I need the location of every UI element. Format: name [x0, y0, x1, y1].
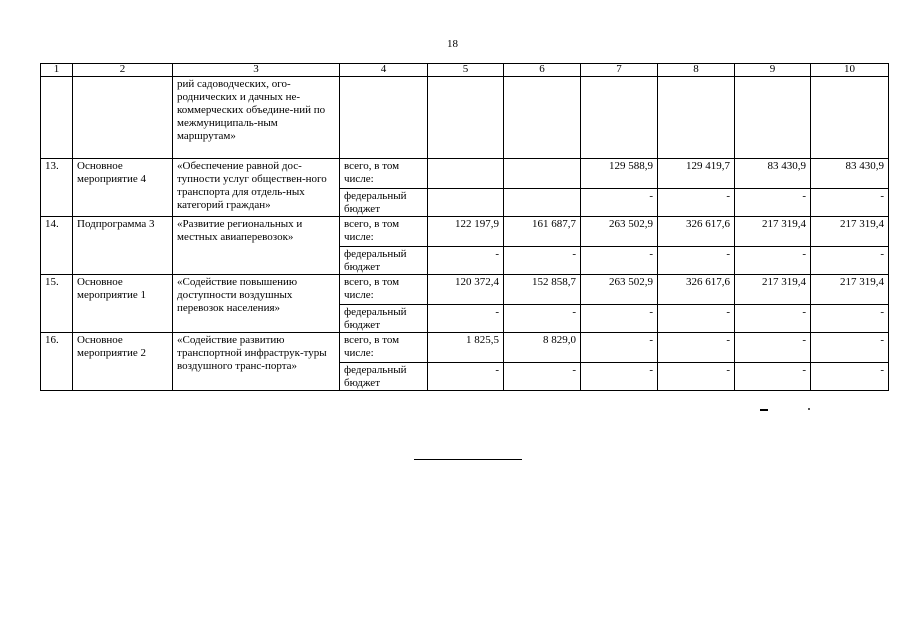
item-name-cell: Основное мероприятие 2	[73, 333, 173, 391]
amount-cell: -	[735, 333, 811, 363]
row-number-cell: 16.	[41, 333, 73, 391]
item-name-cell: Основное мероприятие 4	[73, 159, 173, 217]
item-name-cell: Основное мероприятие 1	[73, 275, 173, 333]
funding-source-cell: всего, в том числе:	[340, 159, 428, 189]
table-row	[41, 217, 889, 247]
amount-cell: -	[658, 189, 735, 217]
amount-cell	[504, 189, 581, 217]
amount-cell: -	[658, 333, 735, 363]
amount-cell: -	[811, 333, 889, 363]
amount-cell: -	[428, 305, 504, 333]
continuation-row	[41, 77, 889, 159]
amount-cell: 129 419,7	[658, 159, 735, 189]
column-number-header: 10	[811, 64, 889, 77]
amount-cell: -	[581, 189, 658, 217]
column-number-header: 8	[658, 64, 735, 77]
funding-source-cell: федеральный бюджет	[340, 305, 428, 333]
amount-cell: 129 588,9	[581, 159, 658, 189]
column-number-header: 3	[173, 64, 340, 77]
amount-cell: 83 430,9	[811, 159, 889, 189]
funding-source-cell: всего, в том числе:	[340, 275, 428, 305]
amount-cell: 217 319,4	[735, 275, 811, 305]
table-cell	[73, 77, 173, 159]
item-name-cell: Подпрограмма 3	[73, 217, 173, 275]
amount-cell: -	[735, 247, 811, 275]
amount-cell: -	[581, 333, 658, 363]
funding-source-cell: федеральный бюджет	[340, 189, 428, 217]
column-number-header: 2	[73, 64, 173, 77]
description-cell: «Содействие развитию транспортной инфраструк-туры воздушного транс-порта»	[173, 333, 340, 391]
amount-cell: 152 858,7	[504, 275, 581, 305]
table-row	[41, 333, 889, 363]
column-number-header: 9	[735, 64, 811, 77]
column-number-header: 7	[581, 64, 658, 77]
scan-speck	[808, 408, 810, 410]
description-cell: «Содействие повышению доступности воздушных перевозок населения»	[173, 275, 340, 333]
table-cell	[504, 77, 581, 159]
amount-cell: -	[811, 363, 889, 391]
scan-speck	[760, 409, 768, 411]
amount-cell: -	[735, 363, 811, 391]
table-row	[41, 275, 889, 305]
amount-cell: -	[658, 305, 735, 333]
amount-cell: -	[581, 247, 658, 275]
table-header-row	[41, 64, 889, 77]
table-cell	[581, 77, 658, 159]
amount-cell: 217 319,4	[735, 217, 811, 247]
closing-rule	[414, 459, 522, 460]
table-cell	[658, 77, 735, 159]
amount-cell: -	[504, 305, 581, 333]
table-cell	[340, 77, 428, 159]
table-cell	[428, 77, 504, 159]
amount-cell: -	[658, 247, 735, 275]
amount-cell	[428, 159, 504, 189]
amount-cell: 326 617,6	[658, 275, 735, 305]
amount-cell: 326 617,6	[658, 217, 735, 247]
amount-cell: -	[811, 189, 889, 217]
table-cell	[811, 77, 889, 159]
funding-source-cell: всего, в том числе:	[340, 217, 428, 247]
amount-cell: 83 430,9	[735, 159, 811, 189]
description-cell: «Обеспечение равной дос-тупности услуг обществен-ного транспорта для отдель-ных категорий граждан»	[173, 159, 340, 217]
amount-cell: -	[811, 305, 889, 333]
amount-cell: -	[735, 305, 811, 333]
amount-cell: 263 502,9	[581, 217, 658, 247]
amount-cell: -	[428, 363, 504, 391]
column-number-header: 6	[504, 64, 581, 77]
amount-cell: -	[735, 189, 811, 217]
amount-cell: -	[581, 363, 658, 391]
amount-cell: 217 319,4	[811, 275, 889, 305]
funding-source-cell: всего, в том числе:	[340, 333, 428, 363]
amount-cell: 263 502,9	[581, 275, 658, 305]
amount-cell	[428, 189, 504, 217]
amount-cell: -	[811, 247, 889, 275]
table-row	[41, 159, 889, 189]
amount-cell: -	[658, 363, 735, 391]
budget-table	[40, 63, 889, 391]
amount-cell: 1 825,5	[428, 333, 504, 363]
description-cell: «Развитие региональных и местных авиаперевозок»	[173, 217, 340, 275]
row-number-cell: 13.	[41, 159, 73, 217]
column-number-header: 1	[41, 64, 73, 77]
amount-cell: -	[504, 247, 581, 275]
amount-cell: 217 319,4	[811, 217, 889, 247]
page-number: 18	[447, 38, 458, 50]
funding-source-cell: федеральный бюджет	[340, 247, 428, 275]
amount-cell: 161 687,7	[504, 217, 581, 247]
row-number-cell: 15.	[41, 275, 73, 333]
amount-cell	[504, 159, 581, 189]
amount-cell: 8 829,0	[504, 333, 581, 363]
description-cell: рий садоводческих, ого-родничеcких и дачных не-коммерческих объедине-ний по межмуниципаль-ным маршрутам»	[173, 77, 340, 159]
amount-cell: -	[581, 305, 658, 333]
table-cell	[41, 77, 73, 159]
amount-cell: -	[504, 363, 581, 391]
column-number-header: 4	[340, 64, 428, 77]
amount-cell: 120 372,4	[428, 275, 504, 305]
amount-cell: -	[428, 247, 504, 275]
row-number-cell: 14.	[41, 217, 73, 275]
column-number-header: 5	[428, 64, 504, 77]
amount-cell: 122 197,9	[428, 217, 504, 247]
funding-source-cell: федеральный бюджет	[340, 363, 428, 391]
table-cell	[735, 77, 811, 159]
